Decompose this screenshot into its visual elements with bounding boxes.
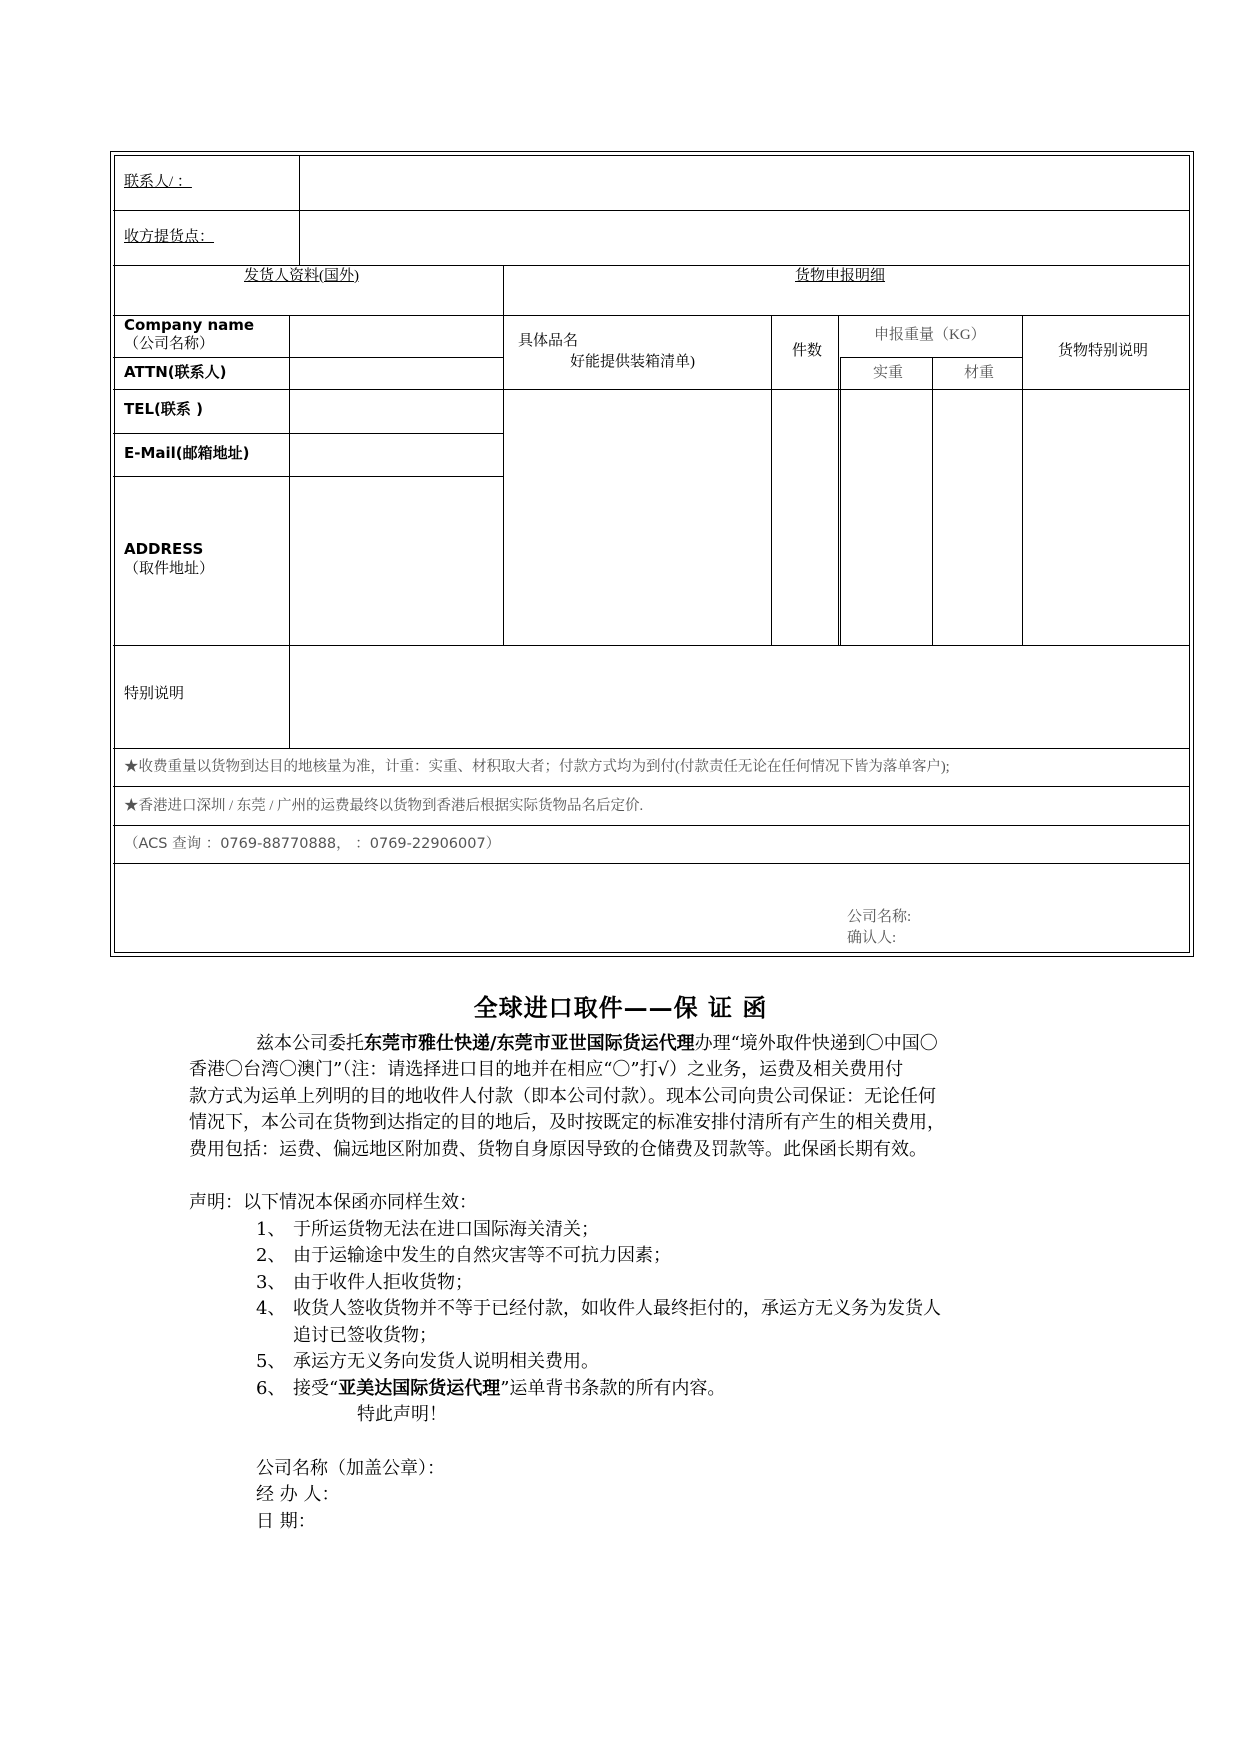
letter-paragraph-line-4: 情况下，本公司在货物到达指定的目的地后，及时按既定的标准安排付清所有产生的相关费用， (189, 1112, 945, 1133)
contact-field[interactable] (302, 157, 1186, 208)
address-field[interactable] (291, 478, 501, 643)
sign-company-label: 公司名称（加盖公章）： (256, 1458, 445, 1479)
company-name-cn-label: （公司名称） (124, 336, 215, 352)
pieces-header: 件数 (792, 343, 823, 359)
shipper-section-header: 发货人资料(国外) (244, 268, 359, 284)
special-note-label: 特别说明 (124, 686, 185, 702)
list-item: 5、 (256, 1351, 286, 1372)
confirm-person-sign: 确认人: (847, 930, 897, 946)
pickup-point-field[interactable] (302, 212, 1186, 263)
fee-note: ★收费重量以货物到达目的地核量为准，计重：实重、材积取大者；付款方式均为到付(付款责任无论在任何情况下皆为落单客户); (124, 759, 950, 775)
special-note-field[interactable] (291, 647, 1187, 746)
tel-label: TEL(联系 ) (124, 400, 203, 418)
list-item-text: 于所运货物无法在进口国际海关清关； (293, 1219, 599, 1240)
sign-date-label: 日 期： (256, 1511, 316, 1532)
attn-label: ATTN(联系人) (124, 363, 227, 381)
actual-weight-cell[interactable] (842, 391, 930, 643)
volume-weight-cell[interactable] (934, 391, 1020, 643)
company-name-field[interactable] (291, 317, 501, 355)
list-item: 6、 (256, 1378, 286, 1399)
list-item: 3、 (256, 1272, 286, 1293)
letter-paragraph-line-3: 款方式为运单上列明的目的地收件人付款（即本公司付款）。现本公司向贵公司保证：无论任何 (189, 1086, 936, 1107)
volume-weight-header: 材重 (964, 365, 995, 381)
pieces-cell[interactable] (773, 391, 836, 643)
company-name-sign: 公司名称: (847, 909, 912, 925)
company-name-label: Company name (124, 316, 255, 334)
letter-paragraph-line-2: 香港〇台湾〇澳门”（注：请选择进口目的地并在相应“〇”打√）之业务，运费及相关费用付 (189, 1059, 904, 1080)
closing-statement: 特此声明！ (357, 1404, 447, 1425)
item-name-note: 好能提供装箱清单) (570, 354, 695, 370)
item-name-cell[interactable] (505, 391, 769, 643)
contact-label: 联系人/ ： (124, 174, 192, 190)
agent-name-bold: 东莞市雅仕快递/东莞市亚世国际货运代理 (364, 1033, 695, 1054)
list-item: 4、 (256, 1298, 286, 1319)
para-text: 兹本公司委托 (256, 1033, 364, 1054)
list-item: 2、 (256, 1245, 286, 1266)
list-item-text-continued: 追讨已签收货物； (293, 1325, 437, 1346)
declaration-heading: 声明：以下情况本保函亦同样生效： (189, 1192, 477, 1213)
letter-paragraph-line-1 (256, 1031, 938, 1058)
tel-field[interactable] (291, 391, 501, 431)
email-label: E-Mail(邮箱地址) (124, 444, 250, 462)
special-cargo-header: 货物特别说明 (1058, 343, 1149, 359)
sign-handler-label: 经 办 人： (256, 1484, 340, 1505)
pickup-point-label: 收方提货点： (124, 229, 215, 245)
letter-paragraph-line-5: 费用包括：运费、偏远地区附加费、货物自身原因导致的仓储费及罚款等。此保函长期有效。 (189, 1139, 927, 1160)
actual-weight-header: 实重 (873, 365, 904, 381)
declared-weight-header: 申报重量（KG） (874, 327, 986, 343)
list-item-text: 由于运输途中发生的自然灾害等不可抗力因素； (293, 1245, 671, 1266)
list-item-text: 收货人签收货物并不等于已经付款，如收件人最终拒付的，承运方无义务为发货人 (293, 1298, 941, 1319)
special-cargo-cell[interactable] (1024, 391, 1187, 643)
cargo-section-header: 货物申报明细 (795, 268, 886, 284)
address-cn-label: （取件地址） (124, 561, 215, 577)
letter-title: 全球进口取件——保 证 函 (473, 993, 768, 1022)
acs-query-line: （ACS 查询 ：0769-88770888， ：0769-22906007） (124, 836, 501, 852)
list-item-text: 接受“亚美达国际货运代理”运单背书条款的所有内容。 (293, 1378, 726, 1399)
list-item-text: 由于收件人拒收货物； (293, 1272, 473, 1293)
address-label: ADDRESS (124, 540, 204, 558)
email-field[interactable] (291, 435, 501, 474)
hk-import-note: ★香港进口深圳 / 东莞 / 广州的运费最终以货物到香港后根据实际货物品名后定价. (124, 798, 644, 814)
list-item-text: 承运方无义务向发货人说明相关费用。 (293, 1351, 599, 1372)
agent-name-bold: 亚美达国际货运代理 (338, 1378, 501, 1399)
para-text: 办理“境外取件快递到〇中国〇 (694, 1033, 938, 1054)
attn-field[interactable] (291, 359, 501, 387)
item-name-header: 具体品名 (518, 333, 579, 349)
list-item: 1、 (256, 1219, 286, 1240)
